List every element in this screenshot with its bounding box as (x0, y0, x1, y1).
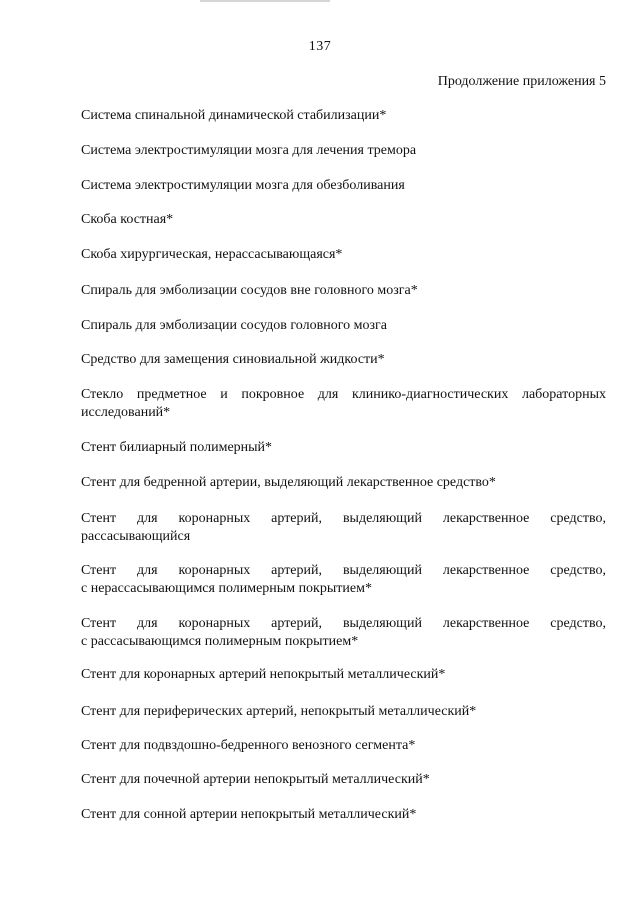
list-item-line-1: Стекло предметное и покровное для клинико-диагностических лабораторных (81, 387, 606, 402)
list-item: Система электростимуляции мозга для обезболивания (81, 178, 405, 193)
list-item: Стент для периферических артерий, непокрытый металлический* (81, 704, 477, 719)
list-item-line-1: Стент для коронарных артерий, выделяющий лекарственное средство, (81, 511, 606, 526)
appendix-continuation-note: Продолжение приложения 5 (437, 74, 606, 89)
list-item: Стент билиарный полимерный* (81, 440, 273, 455)
list-item-line-1: Стент для коронарных артерий, выделяющий лекарственное средство, (81, 563, 606, 578)
list-item: Скоба хирургическая, нерассасывающаяся* (81, 247, 343, 262)
list-item: Скоба костная* (81, 212, 174, 227)
list-item: Спираль для эмболизации сосудов вне головного мозга* (81, 283, 418, 298)
list-item: Спираль для эмболизации сосудов головного мозга (81, 318, 387, 333)
list-item: Стент для почечной артерии непокрытый металлический* (81, 772, 430, 787)
list-item (81, 510, 606, 546)
list-item: Стент для подвздошно-бедренного венозного сегмента* (81, 738, 416, 753)
list-item: Стент для коронарных артерий непокрытый металлический* (81, 667, 446, 682)
list-item: Средство для замещения синовиальной жидкости* (81, 352, 385, 367)
list-item-line-2: рассасывающийся (81, 529, 191, 544)
list-item (81, 386, 606, 422)
list-item (81, 562, 606, 598)
list-item-line-2: с рассасывающимся полимерным покрытием* (81, 634, 359, 649)
list-item: Система электростимуляции мозга для лечения тремора (81, 143, 417, 158)
scan-artifact-line (200, 0, 330, 2)
list-item-line-2: исследований* (81, 405, 171, 420)
list-item: Система спинальной динамической стабилизации* (81, 108, 387, 123)
list-item: Стент для сонной артерии непокрытый металлический* (81, 807, 417, 822)
list-item-line-2: с нерассасывающимся полимерным покрытием* (81, 581, 372, 596)
list-item-line-1: Стент для коронарных артерий, выделяющий лекарственное средство, (81, 616, 606, 631)
list-item (81, 615, 606, 651)
page-number: 137 (308, 39, 332, 54)
list-item: Стент для бедренной артерии, выделяющий лекарственное средство* (81, 475, 496, 490)
